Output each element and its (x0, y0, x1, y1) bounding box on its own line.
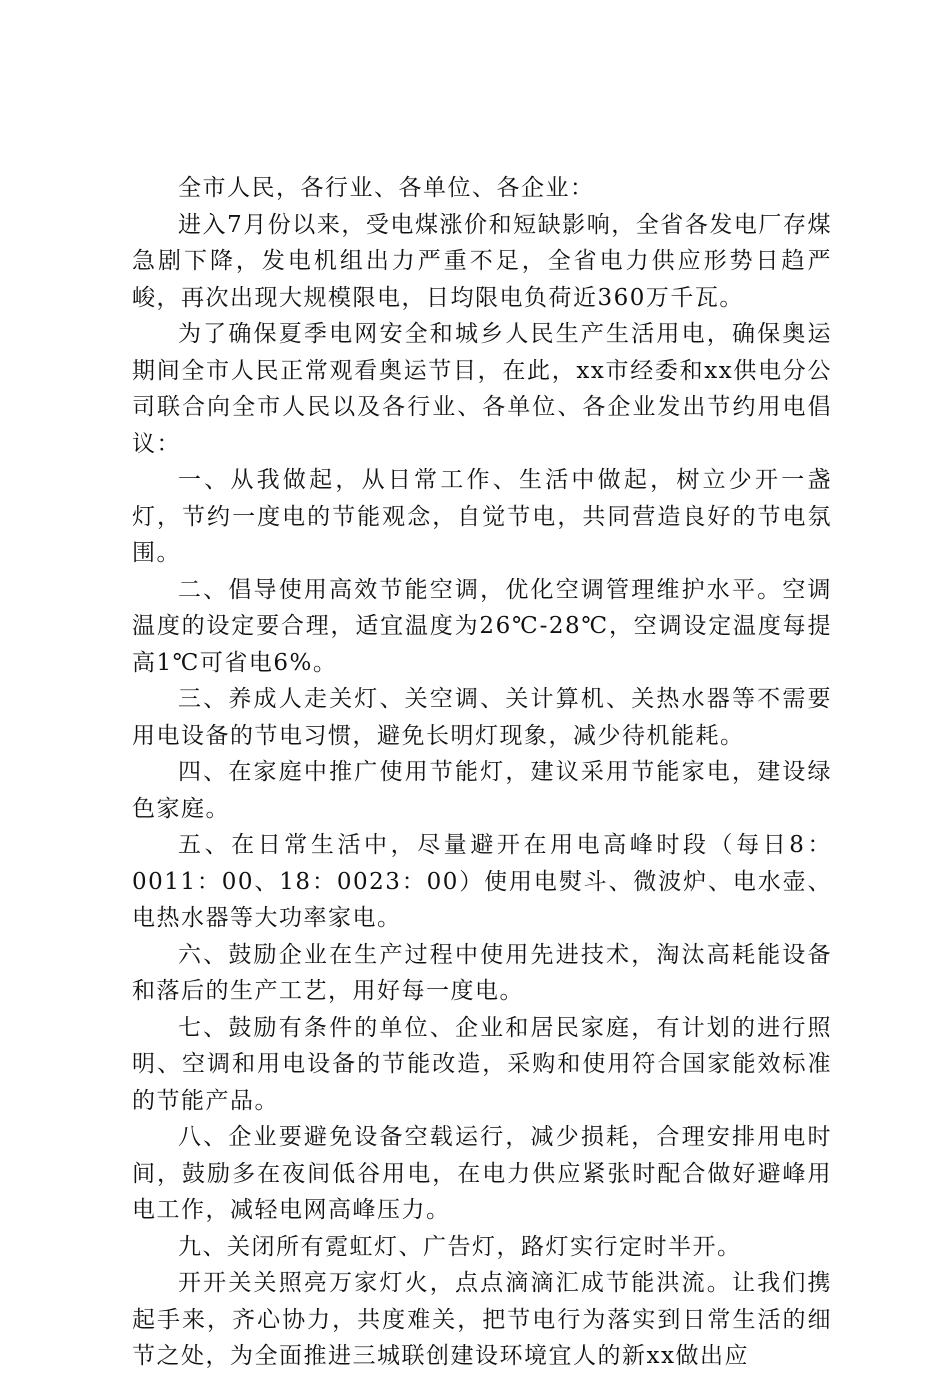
proposal-item-5: 五、在日常生活中，尽量避开在用电高峰时段（每日8：0011：00、18：0023：00）使用电熨斗、微波炉、电水壶、电热水器等大功率家电。 (132, 832, 832, 931)
proposal-item-2: 二、倡导使用高效节能空调，优化空调管理维护水平。空调温度的设定要合理，适宜温度为26℃-28℃，空调设定温度每提高1℃可省电6%。 (132, 576, 832, 676)
document-body (132, 170, 832, 1375)
proposal-item-8: 八、企业要避免设备空载运行，减少损耗，合理安排用电时间，鼓励多在夜间低谷用电，在电力供应紧张时配合做好避峰用电工作，减轻电网高峰压力。 (132, 1124, 832, 1223)
paragraph-closing: 开开关关照亮万家灯火，点点滴滴汇成节能洪流。让我们携起手来，齐心协力，共度难关，把节电行为落实到日常生活的细节之处，为全面推进三城联创建设环境宜人的新xx做出应 (132, 1270, 832, 1369)
proposal-item-3: 三、养成人走关灯、关空调、关计算机、关热水器等不需要用电设备的节电习惯，避免长明灯现象，减少待机能耗。 (132, 686, 832, 749)
salutation: 全市人民，各行业、各单位、各企业： (178, 175, 595, 201)
proposal-item-7: 七、鼓励有条件的单位、企业和居民家庭，有计划的进行照明、空调和用电设备的节能改造，采购和使用符合国家能效标准的节能产品。 (132, 1014, 832, 1114)
paragraph-purpose: 为了确保夏季电网安全和城乡人民生产生活用电，确保奥运期间全市人民正常观看奥运节目，在此，xx市经委和xx供电分公司联合向全市人民以及各行业、各单位、各企业发出节约用电倡议： (132, 321, 832, 457)
proposal-item-6: 六、鼓励企业在生产过程中使用先进技术，淘汰高耗能设备和落后的生产工艺，用好每一度电。 (132, 941, 832, 1004)
paragraph-intro: 进入7月份以来，受电煤涨价和短缺影响，全省各发电厂存煤急剧下降，发电机组出力严重不足，全省电力供应形势日趋严峻，再次出现大规模限电，日均限电负荷近360万千瓦。 (132, 211, 832, 311)
proposal-item-9: 九、关闭所有霓虹灯、广告灯，路灯实行定时半开。 (178, 1233, 742, 1260)
proposal-item-4: 四、在家庭中推广使用节能灯，建议采用节能家电，建设绿色家庭。 (132, 759, 832, 822)
proposal-item-1: 一、从我做起，从日常工作、生活中做起，树立少开一盏灯，节约一度电的节能观念，自觉节电，共同营造良好的节电氛围。 (132, 467, 832, 566)
